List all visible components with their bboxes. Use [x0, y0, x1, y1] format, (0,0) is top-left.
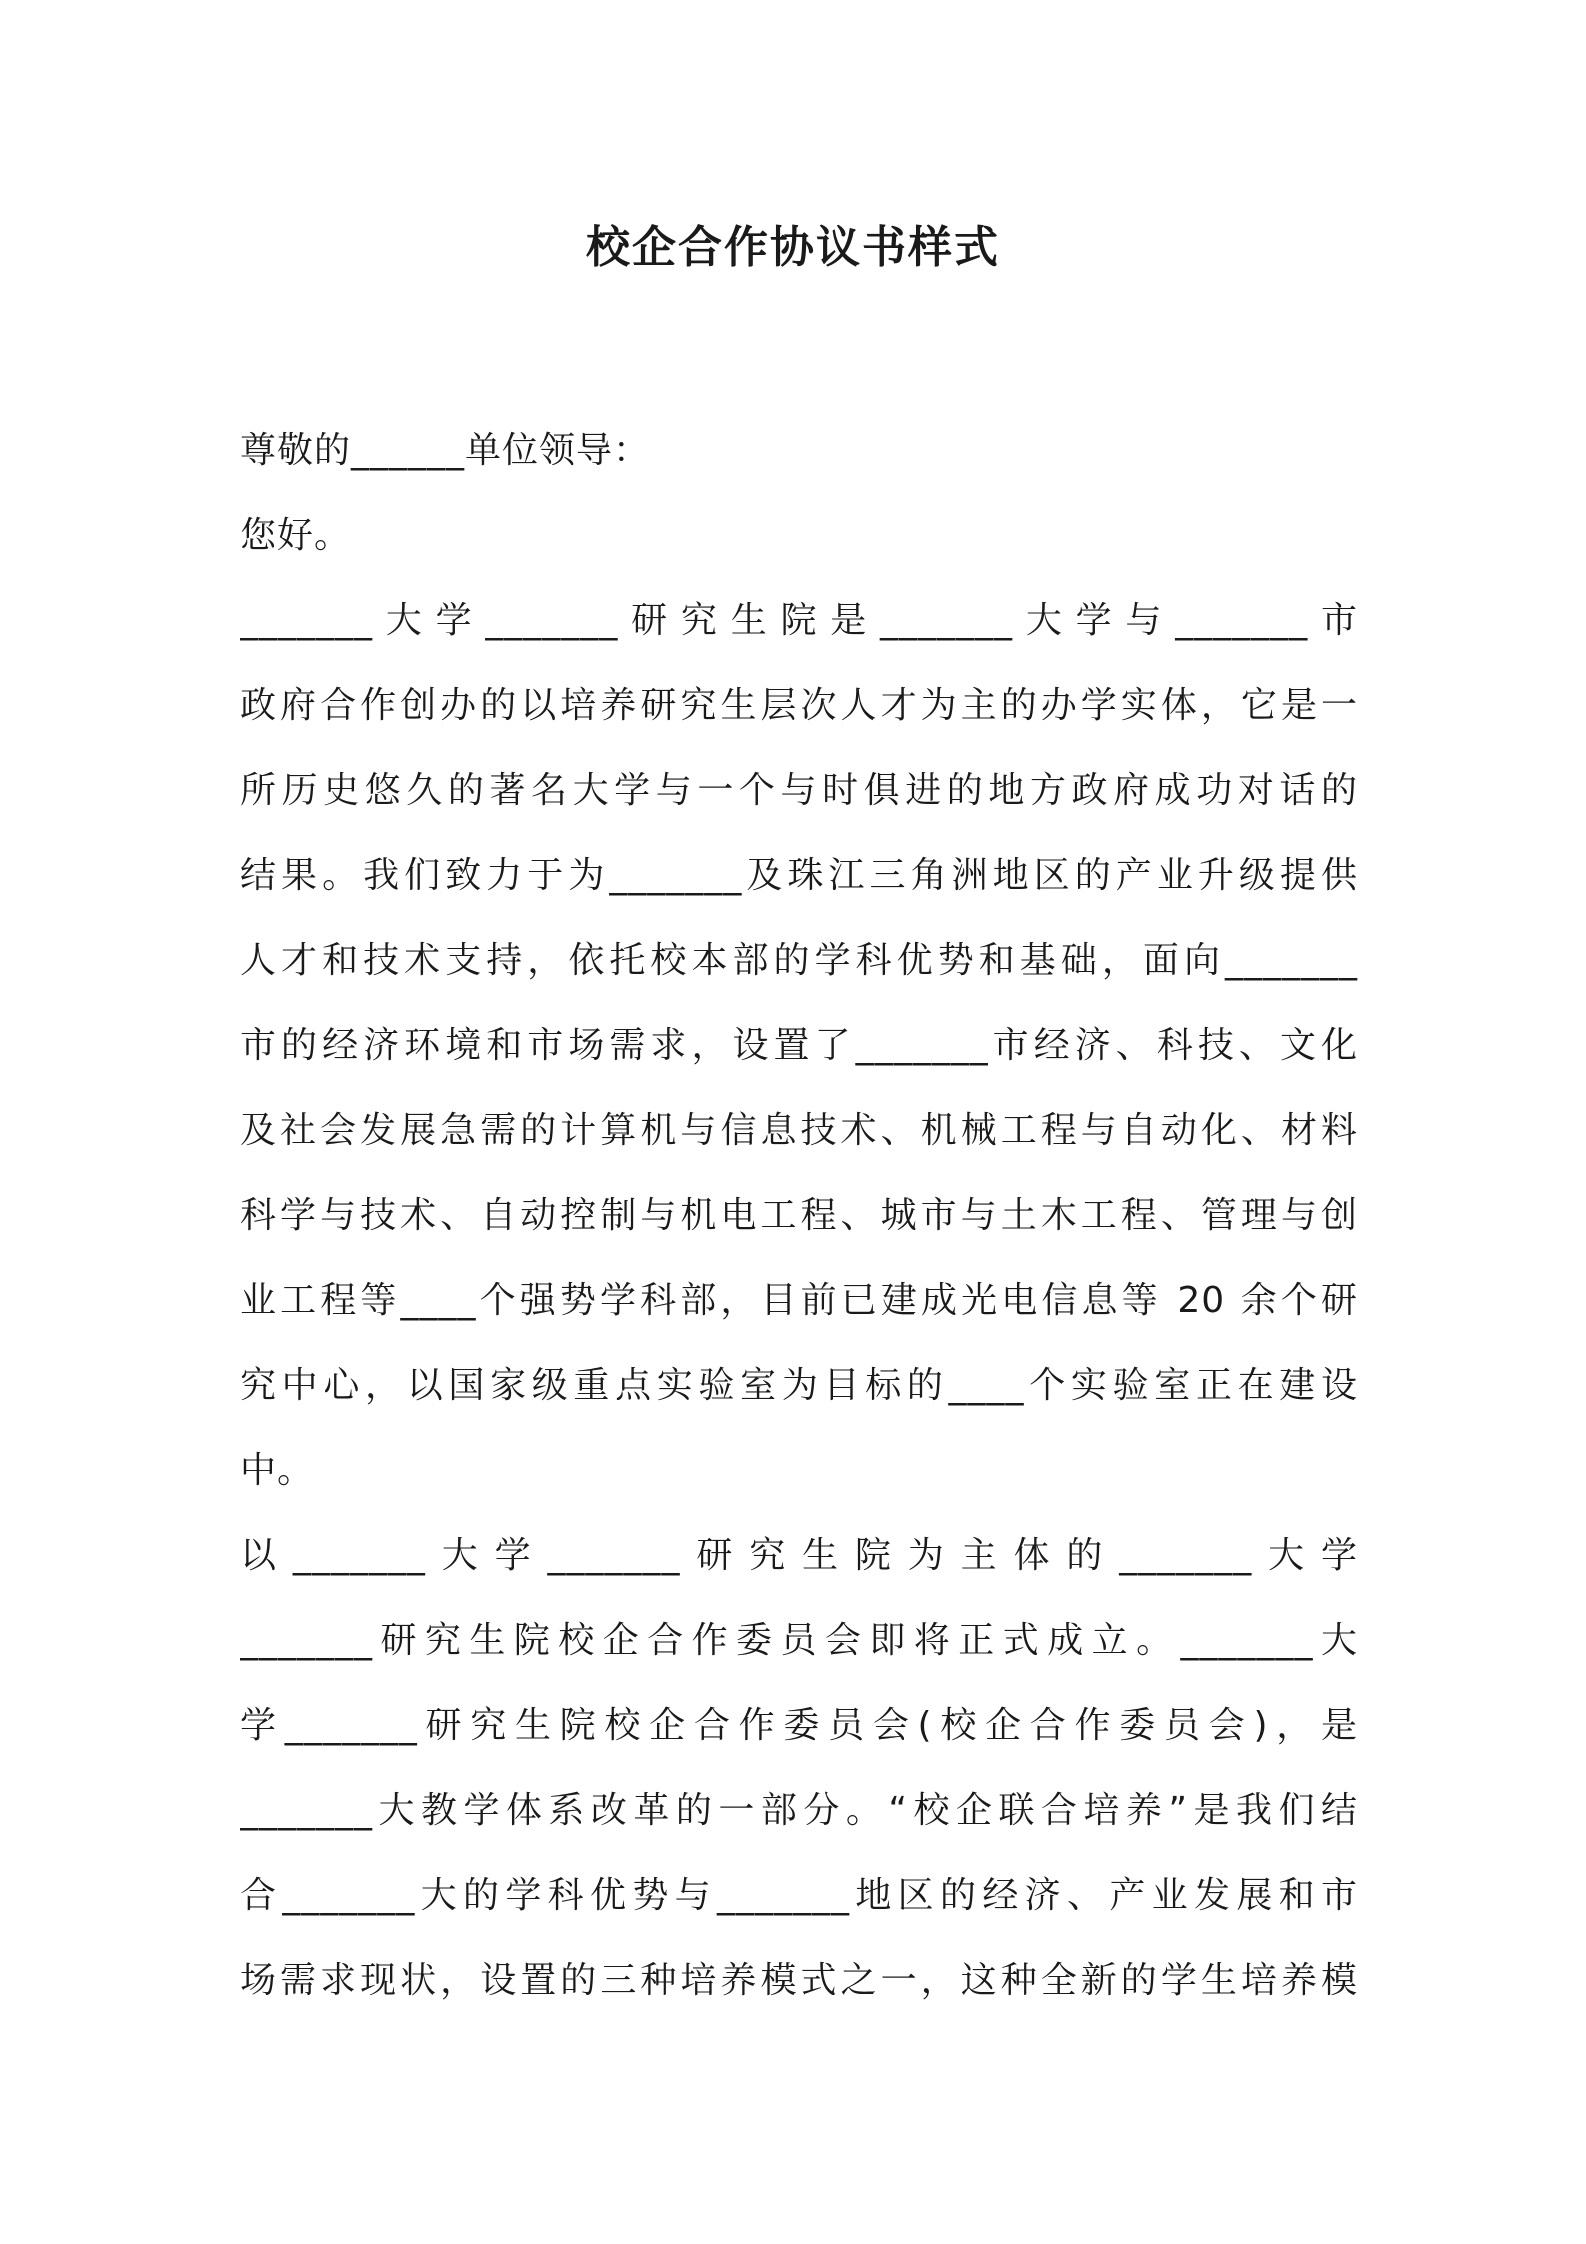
document-title: 校企合作协议书样式: [586, 222, 1000, 273]
paragraph-line: 合_______大的学科优势与_______地区的经济、产业发展和市: [240, 1875, 1358, 1916]
paragraph-line: 究中心，以国家级重点实验室为目标的____个实验室正在建设: [240, 1365, 1358, 1406]
paragraph-line: 及社会发展急需的计算机与信息技术、机械工程与自动化、材料: [240, 1110, 1358, 1151]
document-body: [240, 408, 1358, 2023]
paragraph-line: 所历史悠久的著名大学与一个与时俱进的地方政府成功对话的: [240, 770, 1358, 811]
paragraph-line: 人才和技术支持，依托校本部的学科优势和基础，面向_______: [240, 940, 1358, 981]
paragraph-line: _______研究生院校企合作委员会即将正式成立。_______大: [240, 1620, 1358, 1661]
salutation-line: 尊敬的______单位领导：: [240, 430, 651, 471]
paragraph-line: 以_______大学_______研究生院为主体的_______大学: [240, 1535, 1358, 1576]
paragraph-line: 政府合作创办的以培养研究生层次人才为主的办学实体，它是一: [240, 685, 1358, 726]
paragraph-line: 科学与技术、自动控制与机电工程、城市与土木工程、管理与创: [240, 1195, 1358, 1236]
paragraph-end-line: 中。: [240, 1450, 315, 1491]
paragraph-line: 结果。我们致力于为_______及珠江三角洲地区的产业升级提供: [240, 855, 1358, 896]
paragraph-line: _______大教学体系改革的一部分。“校企联合培养”是我们结: [240, 1790, 1358, 1831]
paragraph-line: 业工程等____个强势学科部，目前已建成光电信息等 20 余个研: [240, 1280, 1358, 1321]
paragraph-line: 市的经济环境和市场需求，设置了_______市经济、科技、文化: [240, 1025, 1358, 1066]
greeting-line: 您好。: [240, 515, 352, 556]
paragraph-line: _______大学_______研究生院是_______大学与_______市: [240, 600, 1358, 641]
paragraph-line: 场需求现状，设置的三种培养模式之一，这种全新的学生培养模: [240, 1960, 1358, 2001]
paragraph-line: 学_______研究生院校企合作委员会(校企合作委员会)，是: [240, 1705, 1358, 1746]
